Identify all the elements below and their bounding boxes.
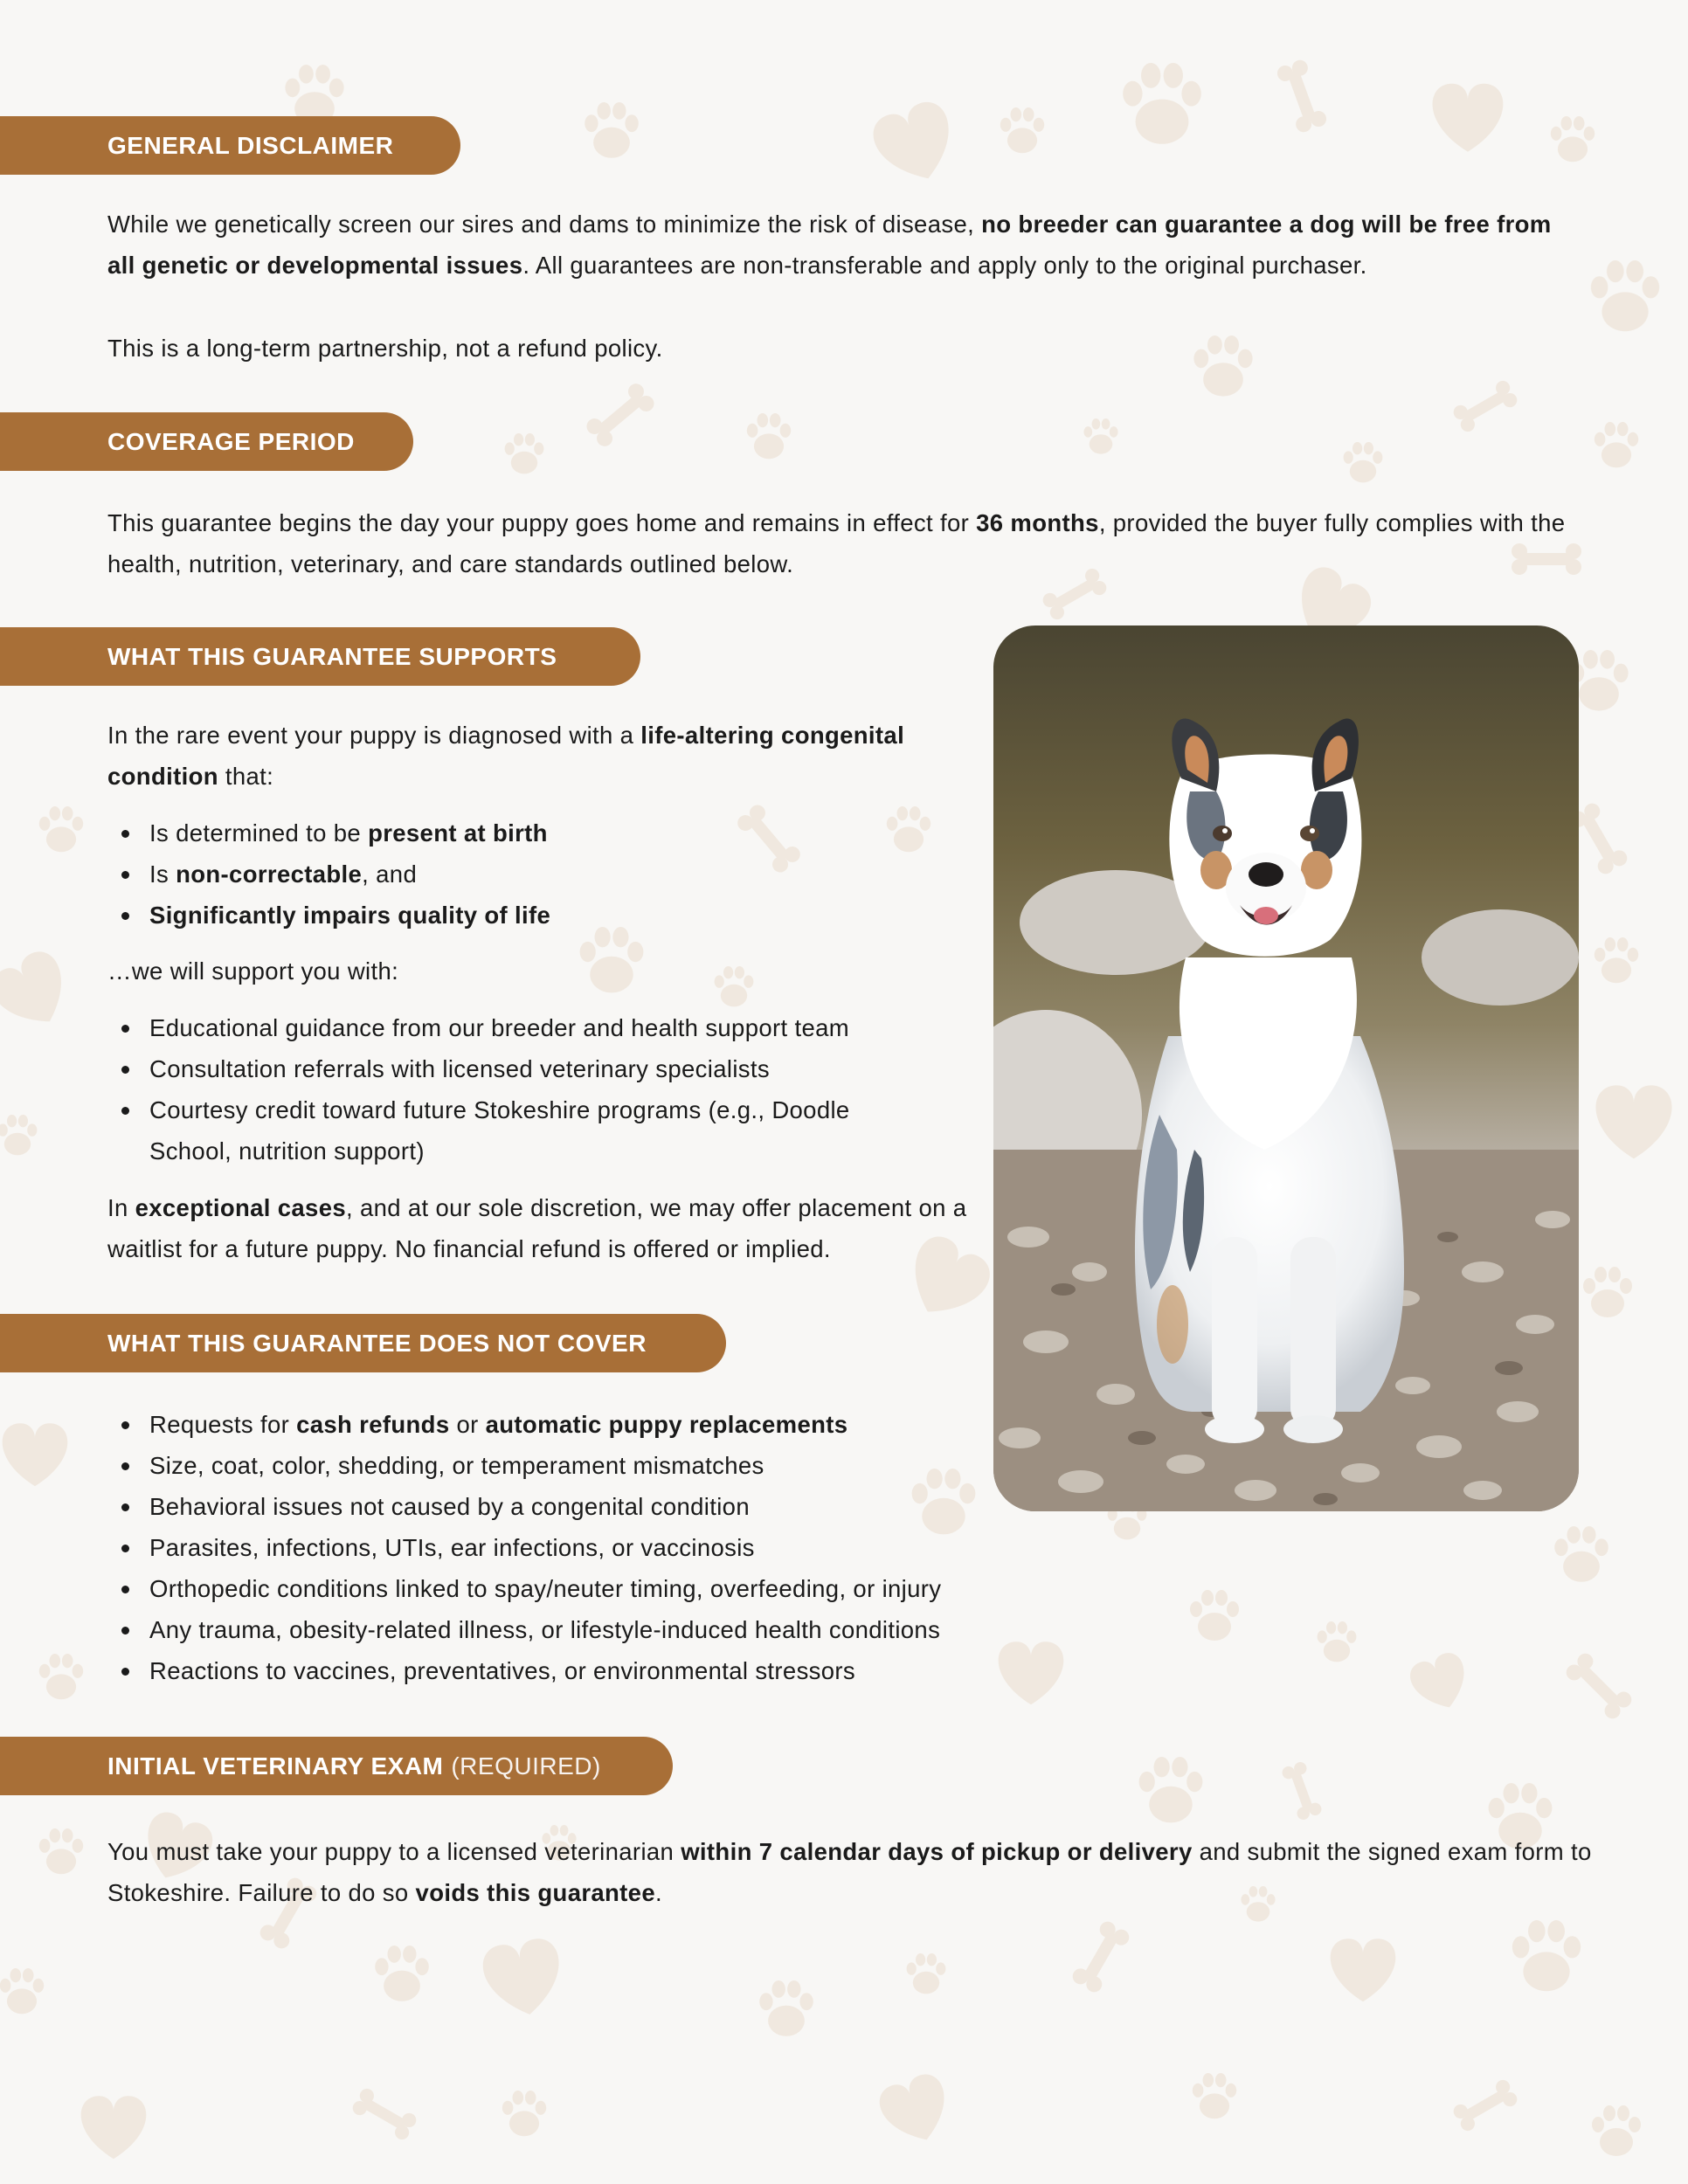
- exception-paragraph: [107, 1187, 981, 1269]
- section-banner-coverage-period: [0, 412, 413, 471]
- text-run: In the rare event your puppy is diagnosed with a: [107, 722, 641, 749]
- text-run: , provided the buyer fully complies with the health, nutrition, veterinary, and care standards outlined below.: [107, 509, 1566, 577]
- list-item: Courtesy credit toward future Stokeshire programs (e.g., Doodle School, nutrition support): [107, 1089, 936, 1171]
- list-item: Parasites, infections, UTIs, ear infections, or vaccinosis: [107, 1527, 1243, 1568]
- disclaimer-paragraph: [107, 204, 1575, 286]
- list-item: Behavioral issues not caused by a congenital condition: [107, 1486, 1243, 1527]
- support-list: [107, 1007, 981, 1171]
- list-item: [107, 854, 981, 895]
- bold-text-run: within 7 calendar days of pickup or delivery: [681, 1838, 1193, 1865]
- vet-exam-paragraph: [107, 1831, 1593, 1913]
- list-item: [107, 895, 981, 936]
- section-banner-general-disclaimer: [0, 116, 460, 175]
- text-run: Is determined to be: [149, 819, 369, 847]
- bold-text-run: automatic puppy replacements: [485, 1411, 848, 1438]
- list-item: Reactions to vaccines, preventatives, or environmental stressors: [107, 1650, 1243, 1691]
- support-intro: …we will support you with:: [107, 957, 399, 985]
- section-banner-not-covered: [0, 1314, 726, 1372]
- bold-text-run: cash refunds: [296, 1411, 450, 1438]
- bold-text-run: no breeder can guarantee a dog will be free from all genetic or developmental issues: [107, 211, 1552, 279]
- bold-text-run: exceptional cases: [135, 1194, 346, 1221]
- text-run: While we genetically screen our sires and dams to minimize the risk of disease,: [107, 211, 982, 238]
- bold-text-run: voids this guarantee: [415, 1879, 655, 1906]
- list-item: [107, 812, 981, 854]
- text-run: .: [654, 1879, 662, 1906]
- text-run: , and: [362, 860, 418, 888]
- text-run: and submit the signed exam form to Stokeshire. Failure to do so: [107, 1838, 1592, 1906]
- bold-text-run: 36 months: [976, 509, 1099, 536]
- text-run: Requests for: [149, 1411, 297, 1438]
- text-run: that:: [218, 763, 274, 790]
- text-run: or: [449, 1411, 486, 1438]
- section-title: INITIAL VETERINARY EXAM: [107, 1752, 444, 1780]
- bold-text-run: life-altering congenital condition: [107, 722, 905, 790]
- condition-list: [107, 812, 981, 936]
- text-run: In: [107, 1194, 135, 1221]
- bold-text-run: present at birth: [368, 819, 548, 847]
- section-title: COVERAGE PERIOD: [107, 427, 355, 455]
- section-banner-guarantee-supports: [0, 627, 640, 686]
- text-run: Is: [149, 860, 176, 888]
- dog-photo: [993, 625, 1579, 1511]
- text-run: This guarantee begins the day your puppy goes home and remains in effect for: [107, 509, 977, 536]
- section-banner-vet-exam: [0, 1737, 673, 1795]
- text-run: You must take your puppy to a licensed veterinarian: [107, 1838, 681, 1865]
- text-run: . All guarantees are non-transferable and apply only to the original purchaser.: [522, 252, 1367, 279]
- section-title: WHAT THIS GUARANTEE SUPPORTS: [107, 642, 557, 670]
- list-item: Orthopedic conditions linked to spay/neuter timing, overfeeding, or injury: [107, 1568, 1243, 1609]
- supports-intro: [107, 715, 972, 797]
- bold-text-run: Significantly impairs quality of life: [149, 902, 551, 929]
- section-title: GENERAL DISCLAIMER: [107, 131, 394, 159]
- text-run: , and at our sole discretion, we may offer placement on a waitlist for a future puppy. No financial refund is offered or implied.: [107, 1194, 967, 1262]
- section-title-suffix: (REQUIRED): [451, 1752, 601, 1780]
- bold-text-run: non-correctable: [176, 860, 363, 888]
- list-item: Size, coat, color, shedding, or temperament mismatches: [107, 1445, 1243, 1486]
- list-item: Educational guidance from our breeder and health support team: [107, 1007, 981, 1048]
- coverage-paragraph: [107, 502, 1575, 584]
- list-item: Any trauma, obesity-related illness, or lifestyle-induced health conditions: [107, 1609, 1243, 1650]
- section-title: WHAT THIS GUARANTEE DOES NOT COVER: [107, 1329, 647, 1357]
- list-item: Consultation referrals with licensed veterinary specialists: [107, 1048, 981, 1089]
- disclaimer-note: This is a long-term partnership, not a refund policy.: [107, 335, 663, 362]
